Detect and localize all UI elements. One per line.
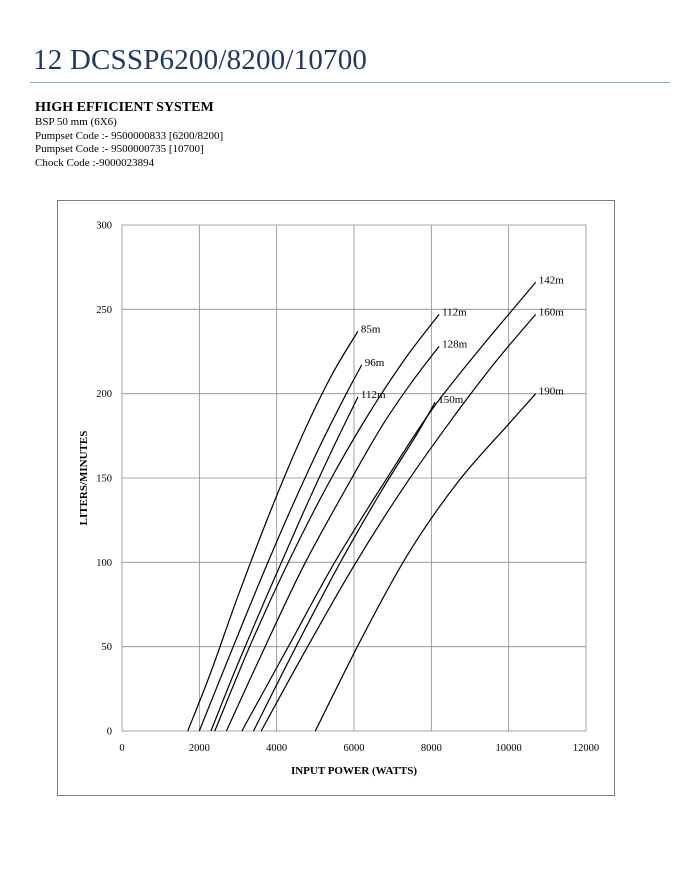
spec-bsp-size: BSP 50 mm (6X6) bbox=[35, 116, 117, 128]
x-tick-label: 0 bbox=[119, 743, 125, 754]
y-tick-label: 300 bbox=[96, 220, 112, 232]
series-line-128m bbox=[226, 346, 439, 731]
y-tick-label: 50 bbox=[101, 642, 112, 654]
series-label-112m: 112m bbox=[360, 389, 386, 402]
y-axis-title: LITERS/MINUTES bbox=[78, 430, 90, 526]
x-tick-label: 8000 bbox=[420, 743, 442, 754]
series-label-190m: 190m bbox=[538, 385, 564, 398]
series-label-128m: 128m bbox=[442, 338, 468, 351]
y-tick-label: 250 bbox=[96, 304, 112, 316]
x-tick-label: 4000 bbox=[266, 743, 288, 754]
series-line-150m bbox=[254, 402, 436, 731]
spec-heading: HIGH EFFICIENT SYSTEM bbox=[35, 100, 214, 115]
y-tick-label: 150 bbox=[96, 473, 112, 485]
series-label-85m: 85m bbox=[360, 323, 381, 336]
x-axis-title: INPUT POWER (WATTS) bbox=[290, 765, 418, 777]
spec-pumpset-code-6200-8200: Pumpset Code :- 9500000833 [6200/8200] bbox=[35, 129, 224, 142]
y-tick-label: 100 bbox=[96, 557, 112, 569]
series-line-160m bbox=[261, 314, 536, 731]
x-tick-label: 10000 bbox=[495, 743, 522, 754]
series-label-142m: 142m bbox=[538, 274, 564, 287]
y-tick-label: 200 bbox=[96, 389, 112, 401]
spec-chock-code: Chock Code :-9000023894 bbox=[35, 156, 155, 169]
x-tick-label: 6000 bbox=[343, 743, 365, 754]
page-title: 12 DCSSP6200/8200/10700 bbox=[33, 44, 368, 76]
x-tick-label: 2000 bbox=[188, 743, 210, 754]
series-label-96m: 96m bbox=[364, 356, 385, 369]
spec-pumpset-code-10700: Pumpset Code :- 9500000735 [10700] bbox=[35, 143, 204, 156]
series-line-142m bbox=[242, 282, 536, 731]
series-label-160m: 160m bbox=[538, 306, 564, 319]
series-label-112m: 112m bbox=[442, 306, 467, 319]
y-tick-label: 0 bbox=[106, 726, 112, 738]
series-line-85m bbox=[188, 331, 358, 731]
series-line-112m bbox=[211, 397, 358, 731]
series-label-150m: 150m bbox=[438, 394, 464, 407]
x-tick-label: 12000 bbox=[572, 743, 600, 754]
